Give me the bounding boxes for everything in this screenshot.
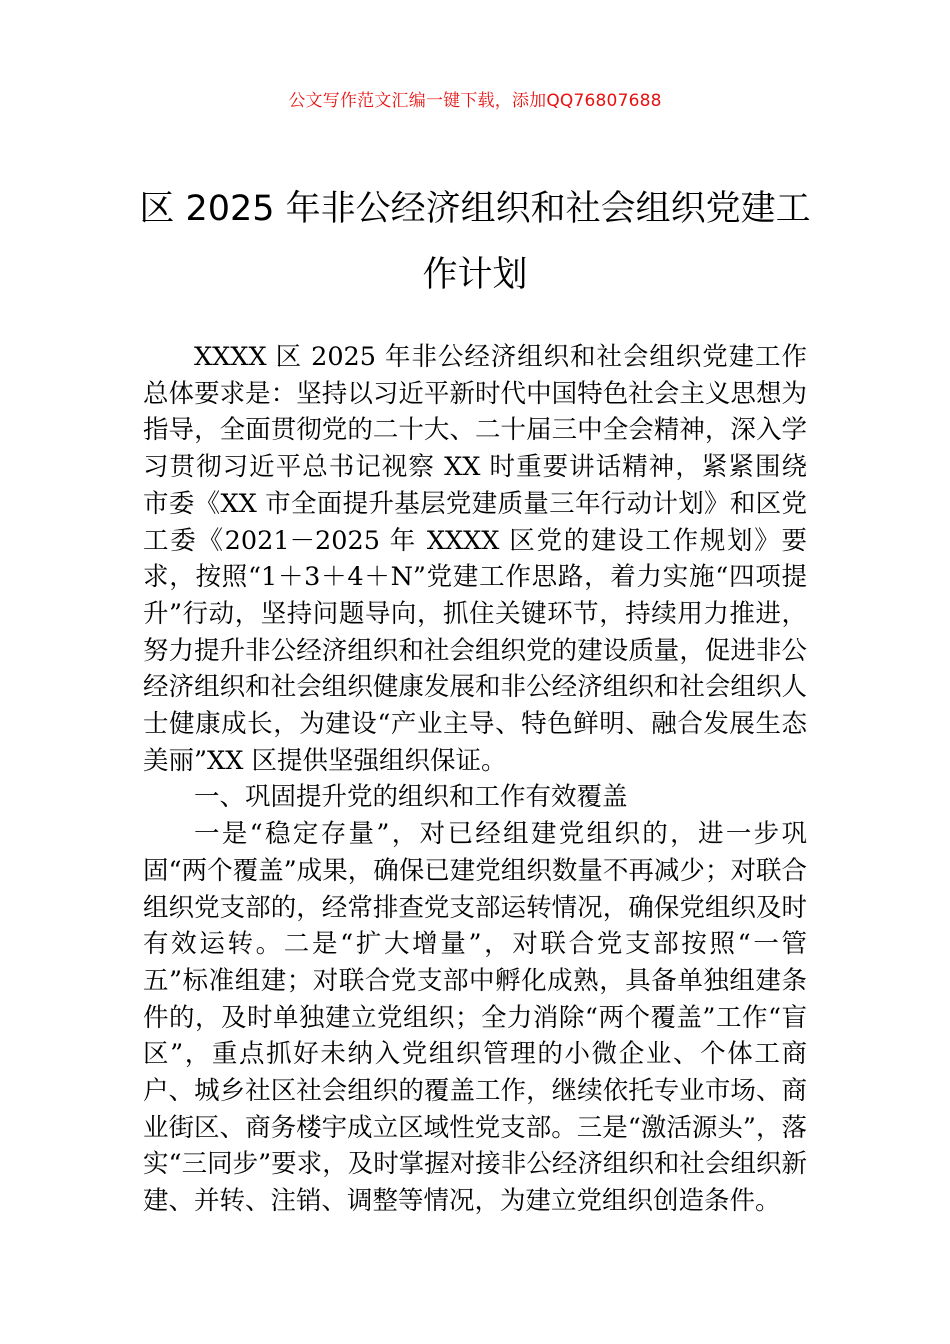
download-notice: 公文写作范文汇编一键下载，添加QQ76807688 (288, 91, 662, 111)
section-1-paragraph: 一是“稳定存量”，对已经组建党组织的，进一步巩固“两个覆盖”成果，确保已建党组织数量不再减少；对联合组织党支部的，经常排查党支部运转情况，确保党组织及时有效运转。二是“扩大增量”，对联合党支部按照“一管五”标准组建；对联合党支部中孵化成熟，具备单独组建条件的，及时单独建立党组织；全力消除“两个覆盖”工作“盲区”，重点抓好未纳入党组织管理的小微企业、个体工商户、城乡社区社会组织的覆盖工作，继续依托专业市场、商业街区、商务楼宇成立区域性党支部。三是“激活源头”，落实“三同步”要求，及时掌握对接非公经济组织和社会组织新建、并转、注销、调整等情况，为建立党组织创造条件。 (143, 819, 807, 1217)
title-line-2: 作计划 (422, 255, 528, 295)
document-body (143, 339, 807, 1220)
intro-paragraph: XXXX 区 2025 年非公经济组织和社会组织党建工作总体要求是：坚持以习近平新时代中国特色社会主义思想为指导，全面贯彻党的二十大、二十届三中全会精神，深入学习贯彻习近平总书记视察 XX 时重要讲话精神，紧紧围绕市委《XX 市全面提升基层党建质量三年行动计划》和区党工委《2021－2025 年 XXXX 区党的建设工作规划》要求，按照“1＋3＋4＋N”党建工作思路，着力实施“四项提升”行动，坚持问题导向，抓住关键环节，持续用力推进，努力提升非公经济组织和社会组织党的建设质量，促进非公经济组织和社会组织健康发展和非公经济组织和社会组织人士健康成长，为建设“产业主导、特色鲜明、融合发展生态美丽”XX 区提供坚强组织保证。 (143, 342, 807, 776)
document-title (130, 176, 820, 308)
section-1-heading: 一、巩固提升党的组织和工作有效覆盖 (194, 782, 628, 813)
title-line-1: 区 2025 年非公经济组织和社会组织党建工 (139, 189, 811, 229)
